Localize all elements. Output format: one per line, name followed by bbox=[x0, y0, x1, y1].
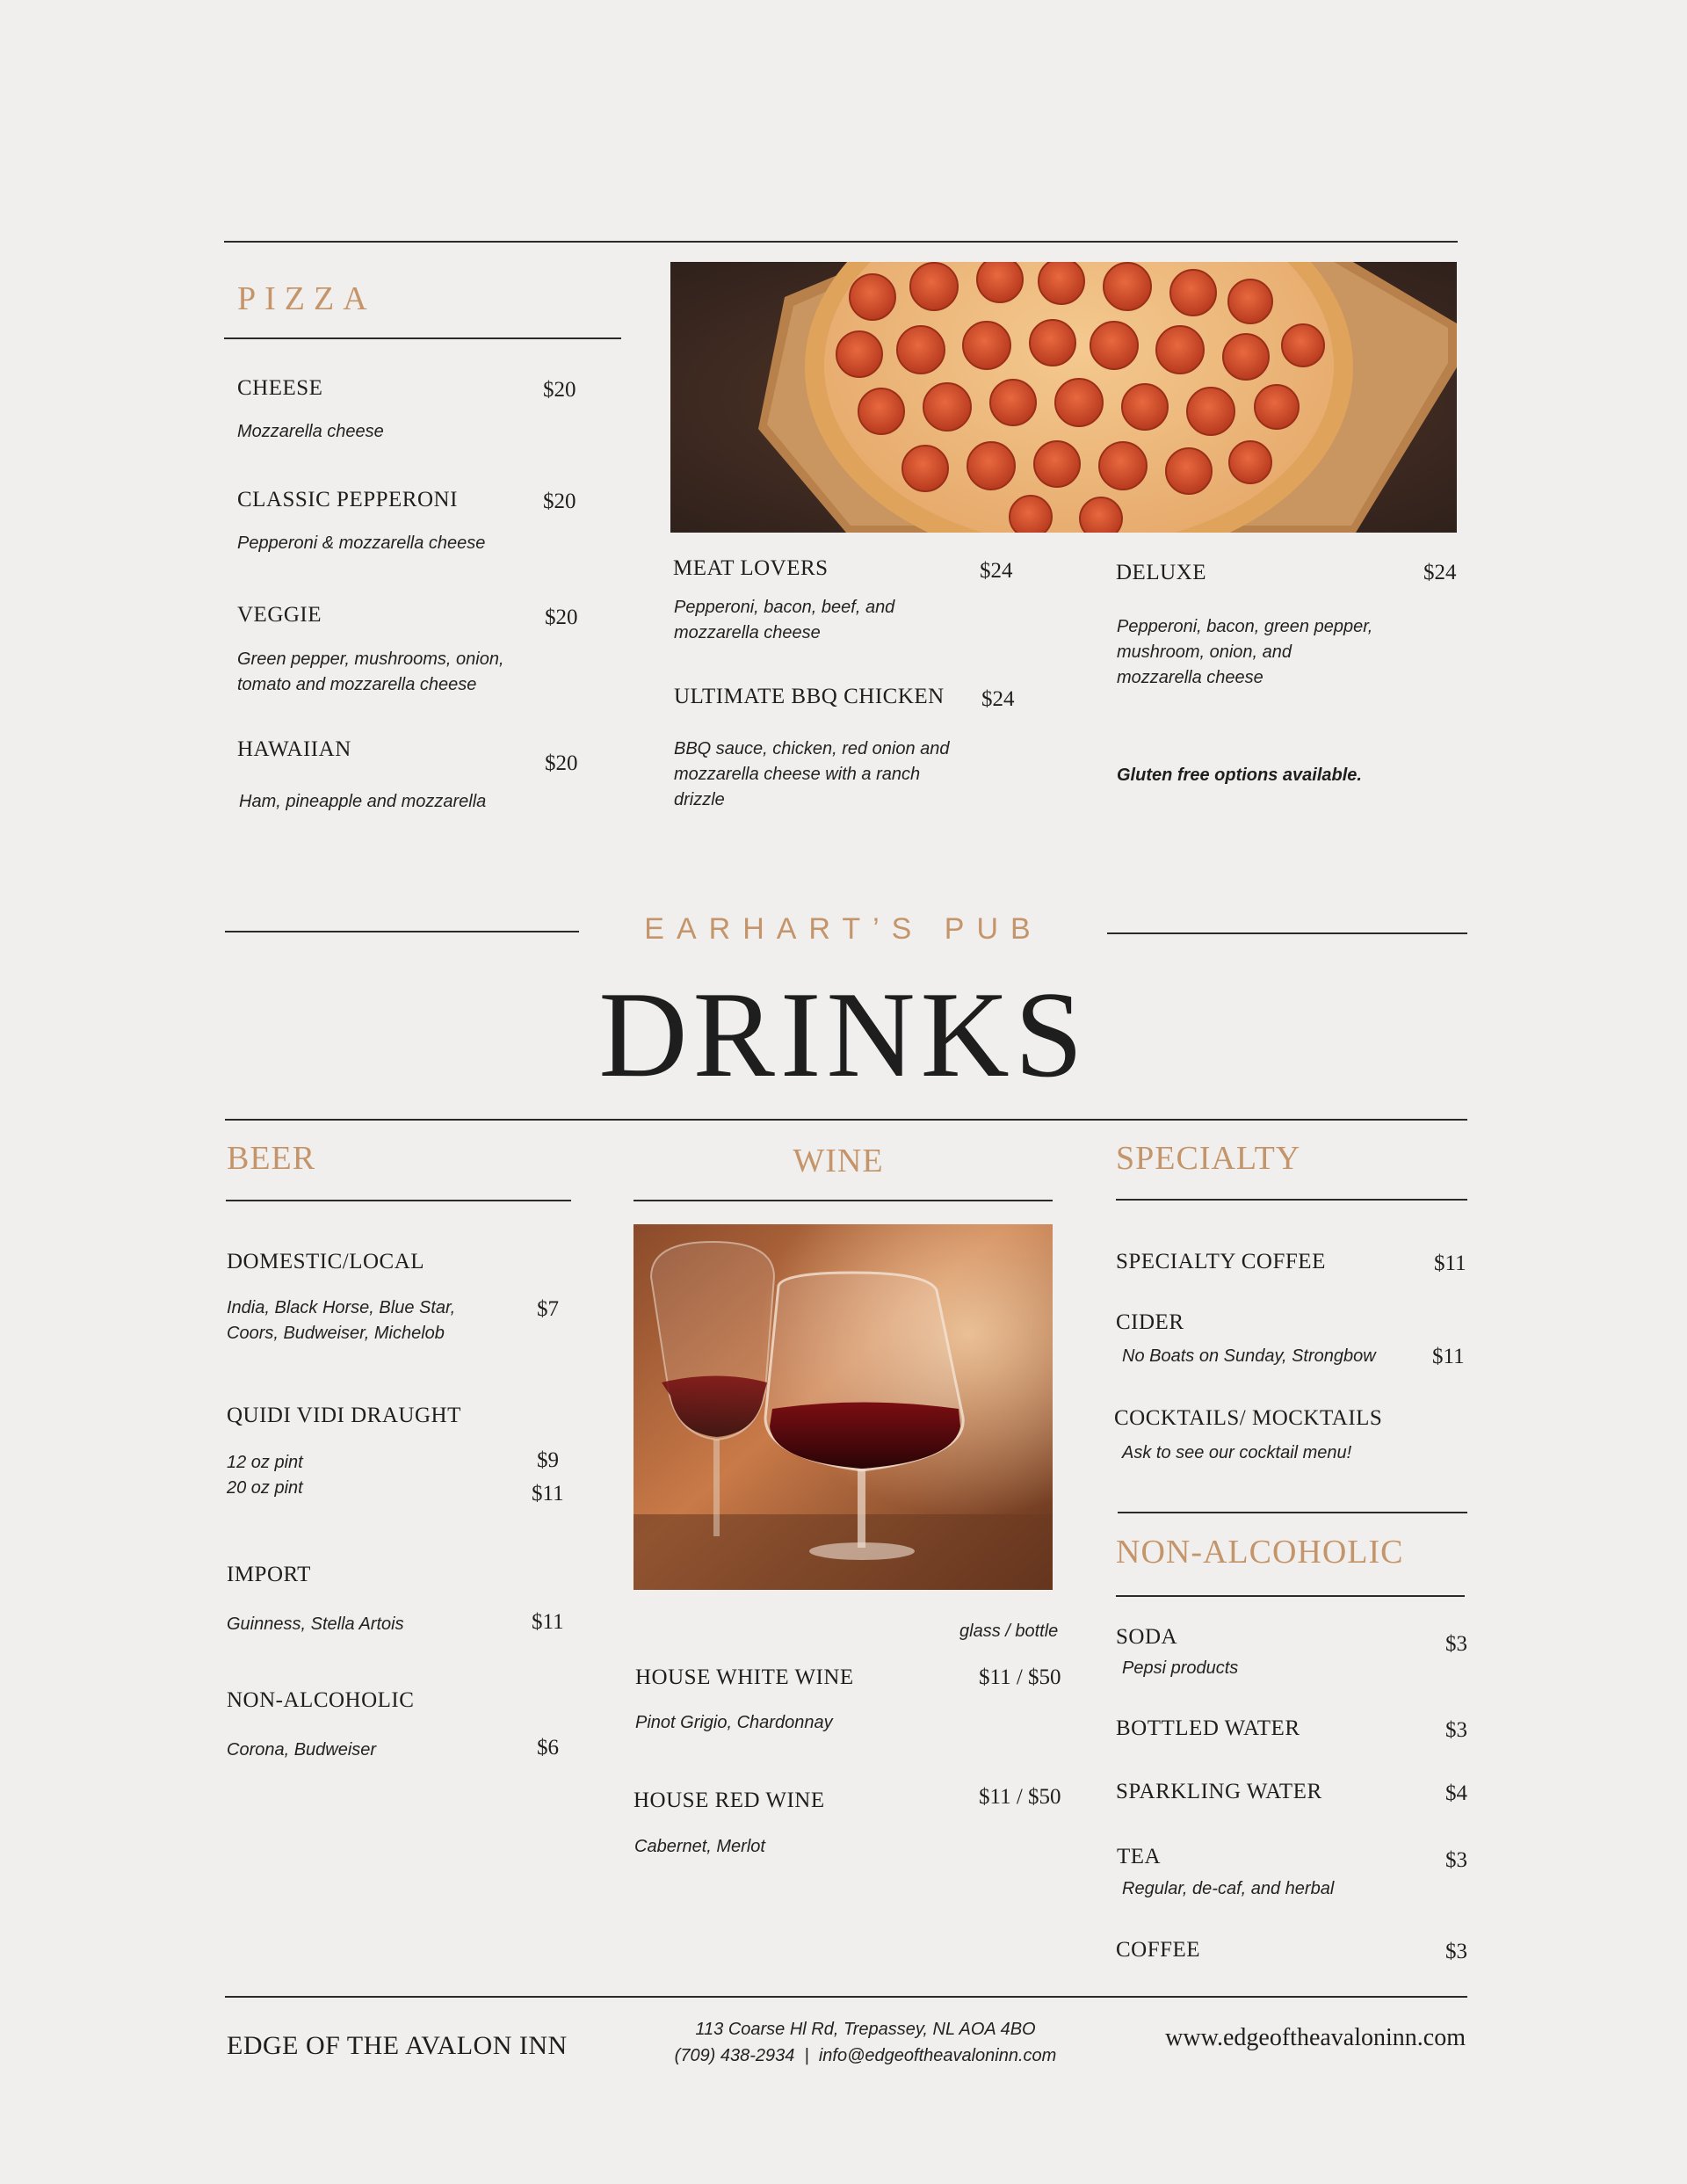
pizza-item-desc: Pepperoni, bacon, beef, and mozzarella cheese bbox=[674, 598, 895, 642]
beer-item-price-large: $11 bbox=[532, 1482, 564, 1506]
footer-divider bbox=[225, 1996, 1467, 1998]
footer-inn-name: EDGE OF THE AVALON INN bbox=[227, 2031, 568, 2060]
wine-item-name: HOUSE WHITE WINE bbox=[635, 1665, 854, 1689]
pizza-item-price: $20 bbox=[545, 751, 578, 775]
header-rule-left bbox=[225, 931, 579, 932]
pizza-item-price: $20 bbox=[543, 490, 576, 513]
gluten-free-note: Gluten free options available. bbox=[1117, 765, 1362, 785]
nonalcoholic-item-desc: Regular, de-caf, and herbal bbox=[1122, 1879, 1335, 1898]
pizza-item-desc: Pepperoni, bacon, green pepper, mushroom, onion, and mozzarella cheese bbox=[1117, 617, 1373, 687]
pizza-item-name: ULTIMATE BBQ CHICKEN bbox=[674, 685, 945, 708]
footer-website-link[interactable]: www.edgeoftheavaloninn.com bbox=[1165, 2024, 1466, 2051]
wine-item-desc: Cabernet, Merlot bbox=[634, 1837, 765, 1856]
nonalcoholic-item-name: TEA bbox=[1117, 1845, 1162, 1868]
nonalcoholic-item-price: $4 bbox=[1445, 1781, 1467, 1805]
nonalcoholic-item-desc: Pepsi products bbox=[1122, 1658, 1239, 1678]
wine-item-price: $11 / $50 bbox=[979, 1785, 1061, 1809]
beer-item-price: $9 bbox=[537, 1448, 559, 1472]
footer-contact: (709) 438-2934 | info@edgeoftheavaloninn.com bbox=[674, 2046, 1057, 2065]
pizza-item-name: CLASSIC PEPPERONI bbox=[237, 488, 458, 512]
pizza-heading-rule bbox=[224, 337, 621, 339]
pizza-item-price: $20 bbox=[545, 606, 578, 629]
beer-item-price: $7 bbox=[537, 1297, 559, 1321]
beer-item-name: IMPORT bbox=[227, 1563, 311, 1586]
pizza-heading: PIZZA bbox=[237, 280, 376, 317]
header-rule-right bbox=[1107, 932, 1467, 934]
nonalcoholic-item-price: $3 bbox=[1445, 1848, 1467, 1872]
beer-item-price: $6 bbox=[537, 1736, 559, 1760]
beer-item-desc: Corona, Budweiser bbox=[227, 1740, 377, 1760]
nonalcoholic-item-price: $3 bbox=[1445, 1718, 1467, 1742]
wine-item-desc: Pinot Grigio, Chardonnay bbox=[635, 1713, 833, 1732]
specialty-heading: SPECIALTY bbox=[1116, 1140, 1301, 1177]
pizza-item-name: HAWAIIAN bbox=[237, 737, 351, 761]
pizza-photo bbox=[670, 262, 1457, 533]
pizza-item-name: DELUXE bbox=[1116, 561, 1206, 584]
nonalcoholic-item-price: $3 bbox=[1445, 1940, 1467, 1963]
beer-item-name: NON-ALCOHOLIC bbox=[227, 1688, 415, 1712]
nonalcoholic-top-rule bbox=[1118, 1512, 1467, 1513]
wine-heading: WINE bbox=[793, 1143, 884, 1179]
nonalcoholic-item-price: $3 bbox=[1445, 1632, 1467, 1656]
pizza-item-name: VEGGIE bbox=[237, 603, 322, 627]
specialty-item-desc: No Boats on Sunday, Strongbow bbox=[1122, 1346, 1376, 1366]
beer-heading: BEER bbox=[227, 1140, 316, 1177]
nonalcoholic-heading: NON-ALCOHOLIC bbox=[1116, 1534, 1404, 1571]
wine-price-column-label: glass / bottle bbox=[959, 1622, 1059, 1641]
beer-item-desc: India, Black Horse, Blue Star, Coors, Budweiser, Michelob bbox=[227, 1298, 456, 1343]
pub-name: EARHART’S PUB bbox=[644, 912, 1043, 946]
top-divider bbox=[224, 241, 1458, 243]
wine-item-name: HOUSE RED WINE bbox=[634, 1789, 825, 1812]
nonalcoholic-heading-rule bbox=[1116, 1595, 1465, 1597]
footer-address: 113 Coarse Hl Rd, Trepassey, NL AOA 4BO bbox=[695, 2020, 1036, 2039]
specialty-heading-rule bbox=[1116, 1199, 1467, 1201]
pizza-item-price: $24 bbox=[981, 687, 1015, 711]
beer-heading-rule bbox=[226, 1200, 571, 1201]
specialty-item-desc: Ask to see our cocktail menu! bbox=[1122, 1443, 1352, 1462]
beer-item-desc: 12 oz pint 20 oz pint bbox=[227, 1453, 303, 1498]
nonalcoholic-item-name: SODA bbox=[1116, 1625, 1178, 1649]
wine-item-price: $11 / $50 bbox=[979, 1665, 1061, 1689]
nonalcoholic-item-name: COFFEE bbox=[1116, 1938, 1201, 1962]
pizza-item-desc: Mozzarella cheese bbox=[237, 422, 384, 441]
page-title: DRINKS bbox=[598, 967, 1089, 1103]
pizza-item-price: $24 bbox=[1423, 561, 1457, 584]
nonalcoholic-item-name: BOTTLED WATER bbox=[1116, 1716, 1300, 1740]
beer-item-price: $11 bbox=[532, 1610, 564, 1634]
pizza-item-name: MEAT LOVERS bbox=[673, 556, 829, 580]
pizza-item-desc: BBQ sauce, chicken, red onion and mozzarella cheese with a ranch drizzle bbox=[674, 739, 950, 809]
beer-item-name: DOMESTIC/LOCAL bbox=[227, 1250, 425, 1273]
specialty-item-price: $11 bbox=[1434, 1252, 1466, 1275]
specialty-item-name: CIDER bbox=[1116, 1310, 1184, 1334]
pizza-item-desc: Ham, pineapple and mozzarella bbox=[239, 792, 487, 811]
nonalcoholic-item-name: SPARKLING WATER bbox=[1116, 1780, 1322, 1803]
specialty-item-name: SPECIALTY COFFEE bbox=[1116, 1250, 1326, 1273]
pizza-item-name: CHEESE bbox=[237, 376, 323, 400]
wine-heading-rule bbox=[634, 1200, 1053, 1201]
pizza-item-price: $24 bbox=[980, 559, 1013, 583]
specialty-item-price: $11 bbox=[1432, 1345, 1465, 1368]
pizza-item-desc: Pepperoni & mozzarella cheese bbox=[237, 533, 486, 553]
specialty-item-name: COCKTAILS/ MOCKTAILS bbox=[1114, 1406, 1383, 1430]
section-divider bbox=[225, 1119, 1467, 1121]
wine-photo bbox=[634, 1224, 1053, 1590]
beer-item-desc: Guinness, Stella Artois bbox=[227, 1614, 404, 1634]
beer-item-name: QUIDI VIDI DRAUGHT bbox=[227, 1404, 461, 1427]
pizza-item-desc: Green pepper, mushrooms, onion, tomato and mozzarella cheese bbox=[237, 649, 504, 694]
pizza-item-price: $20 bbox=[543, 378, 576, 402]
